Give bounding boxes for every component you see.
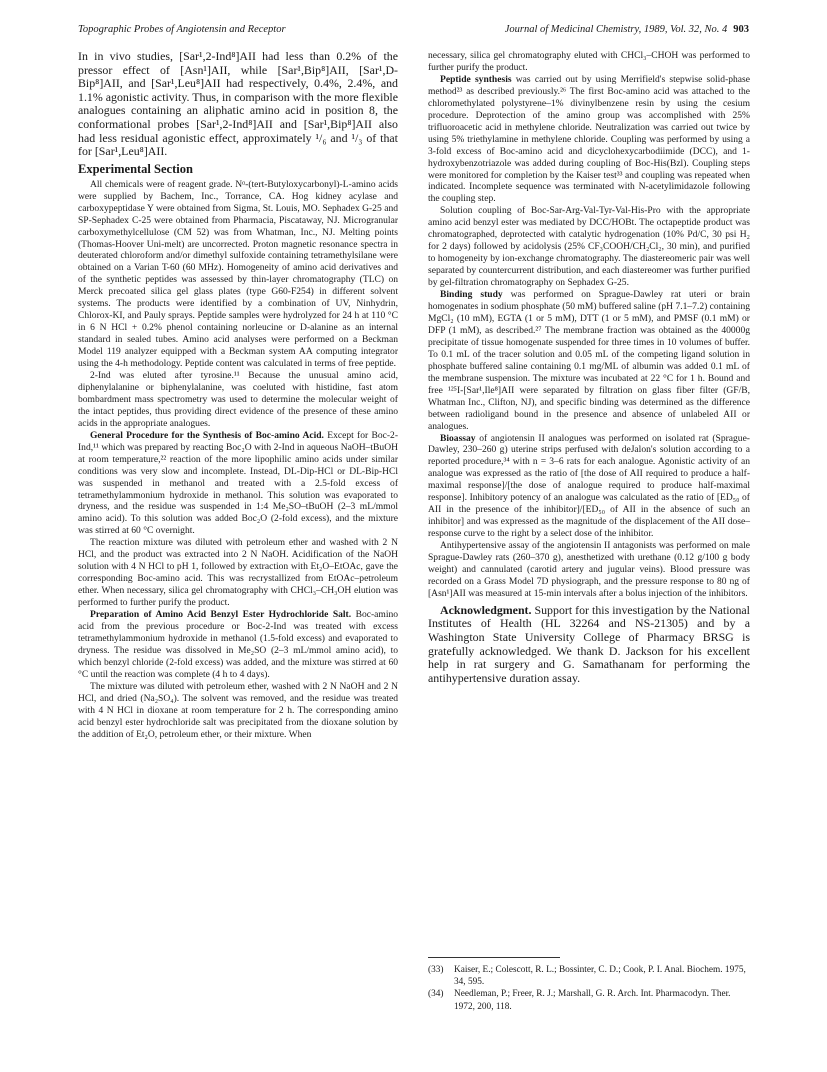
journal-citation: Journal of Medicinal Chemistry, 1989, Vol. 32, No. 4 xyxy=(504,24,728,35)
running-header xyxy=(78,24,749,42)
text-bioassay: of angiotensin II analogues was performed on isolated rat (Sprague-Dawley, 230–260 g) uterine strips perfused with deJalon's solution according to a reported procedure,³⁴ with n = 3–6 rats for each analogue. Agonistic activity of an analogue was expressed as the ratio of [the dose of AII required to produce a half-maximal response]/[the dose of analogue required to produce half-maximal response]. Inhibitory potency of an analogue was calculated as the ratio of [ED₅₀ of AII in the presence of the inhibitor]/[ED₅₀ of AII in the absence of such an inhibitor] and was expressed as the magnitude of the displacement of the AII dose–response curve to the right by a select dose of the inhibitor. xyxy=(428,432,750,540)
reference-item xyxy=(428,964,750,988)
footnote-rule xyxy=(428,957,560,958)
reference-number: (34) xyxy=(428,989,444,1000)
paragraph-chemicals: All chemicals were of reagent grade. Nᵅ-(tert-Butyloxycarbonyl)-L-amino acids were supplied by Bachem, Inc., Torrance, CA. Hog kidney acylase and carboxypeptidase Y were obtained from Sigma, St. Louis, MO. Sephadex G-25 and SP-Sephadex C-25 were obtained from Pharmacia, Piscataway, NJ. Microgranular carboxymethylcellulose (CM 52) was from Whatman, Inc., NJ. Melting points (Thomas-Hoover Uni-melt) are uncorrected. Proton magnetic resonance spectra in deuterated chloroform and/or dimethyl sulfoxide containing tetramethylsilane were obtained on a Varian T-60 (60 MHz). Homogeneity of amino acid derivatives and of the synthetic peptides was assessed by thin-layer chromatography (TLC) on Merck precoated silica gel glass plates (type G60-F254) in different solvent systems. The products were identified by a combination of UV, Ninhydrin, Chlorox-KI, and Pauly sprays. Peptide samples were hydrolyzed for 24 h at 110 °C in 6 N HCl + 0.2% phenol containing norleucine or D-alanine as an internal standard in sealed tubes. Amino acid analyses were performed on a Beckman Model 119 analyzer equipped with a Beckman system AA computing integrator using the 4-h methodology. Peptide content was calculated in terms of free peptide. xyxy=(78,178,398,370)
reference-item xyxy=(428,988,750,1012)
runin-heading-preparation: Preparation of Amino Acid Benzyl Ester Hydrochloride Salt. xyxy=(90,609,352,621)
paragraph-in-vivo: In in vivo studies, [Sar¹,2-Ind⁸]AII had less than 0.2% of the pressor effect of [Asn¹]AII, while [Sar¹,Bip⁸]AII, [Sar¹,D-Bip⁸]AII, and [Sar¹,Leu⁸]AII had respectively, 0.4%, 2.4%, and 1.1% agonistic activity. Thus, in comparison with the more flexible analogues containing an aliphatic amino acid in position 8, the conformational probes [Sar¹,2-Ind⁸]AII and [Sar¹,Bip⁸]AII also had less residual agonistic effect, approximately ¹/₆ and ¹/₃ of that for [Sar¹,Leu⁸]AII. xyxy=(78,49,398,159)
paragraph-continued: necessary, silica gel chromatography eluted with CHCl₃–CHOH was performed to further purify the product. xyxy=(428,50,750,73)
runin-heading-general: General Procedure for the Synthesis of Boc-amino Acid. xyxy=(90,429,324,441)
runin-heading-acknowledgment: Acknowledgment. xyxy=(440,602,532,617)
reference-text: Kaiser, E.; Colescott, R. L.; Bossinter, C. D.; Cook, P. I. Anal. Biochem. 1975, 34, 595. xyxy=(454,965,746,988)
runin-heading-binding: Binding study xyxy=(440,289,503,301)
paragraph-binding-study xyxy=(428,289,750,432)
text-acknowledgment: Support for this investigation by the National Institutes of Health (HL 32264 and NS-21305) and by a Washington State University College of Pharmacy BRSG is gratefully acknowledged. We thank D. Jackson for his excellent help in rat surgery and G. Samathanam for performing the antihypertensive duration assay. xyxy=(428,602,750,685)
section-heading-experimental: Experimental Section xyxy=(78,161,193,176)
reference-list xyxy=(428,957,750,1013)
runin-heading-bioassay: Bioassay xyxy=(440,432,476,444)
journal-info xyxy=(505,24,749,35)
paragraph-bioassay xyxy=(428,433,750,541)
paragraph-acknowledgment xyxy=(428,604,750,686)
paragraph-antihypertensive: Antihypertensive assay of the angiotensin II antagonists was performed on male Sprague-Dawley rats (260–370 g), anesthetized with urethane (0.12 g/100 g body weight) and cannulated (carotid artery and jugular veins). Blood pressure was recorded on a Grass Model 7D physiograph, and the pressure response to 80 ng of [Asn¹]AII was measured at 15-min intervals after a bolus injection of the inhibitors. xyxy=(428,540,750,599)
runin-heading-peptide: Peptide synthesis xyxy=(440,73,512,85)
paragraph-general-procedure xyxy=(78,430,398,538)
paragraph-reaction-mixture: The reaction mixture was diluted with petroleum ether and washed with 2 N HCl, and the product was extracted into 2 N NaOH. Acidification of the NaOH solution with 4 N HCl to pH 1, followed by extraction with Et₂O–EtOAc, gave the corresponding Boc-amino acid. This was recrystallized from EtOAc–petroleum ether. When necessary, silica gel chromatography with CHCl₃–CH₃OH elution was performed to further purify the product. xyxy=(78,537,398,609)
reference-number: (33) xyxy=(428,965,444,975)
paragraph-mixture-diluted: The mixture was diluted with petroleum ether, washed with 2 N NaOH and 2 N HCl, and dried (Na₂SO₄). The solvent was removed, and the residue was treated with 4 N HCl in dioxane at room temperature for 2 h. The corresponding amino acid benzyl ester hydrochloride salt was precipitated from the dioxane solution by the addition of Et₂O, petroleum ether, or their mixture. When xyxy=(78,680,398,740)
running-title: Topographic Probes of Angiotensin and Receptor xyxy=(78,24,286,35)
right-column xyxy=(428,50,750,685)
paragraph-benzyl-ester xyxy=(78,609,398,681)
paragraph-2-ind: 2-Ind was eluted after tyrosine.¹¹ Because the unusual amino acid, diphenylalanine or biphenylalanine, was coeluted with histidine, fast atom bombardment mass spectrometry was used to determine the molecular weight of the intact peptides, thus providing direct evidence of the presence of these amino acids in the appropriate analogues. xyxy=(78,370,398,429)
text-binding-study: was performed on Sprague-Dawley rat uteri or brain homogenates in sodium phosphate (50 mM) buffered saline (pH 7.1–7.2) containing MgCl₂ (10 mM), EGTA (1 or 5 mM), DTT (1 or 5 mM), and PMSF (0.1 mM) or DFP (1 mM), as described.²⁷ The membrane fraction was obtained as the 40000g precipitate of tissue homogenate suspended for three times in 10 volumes of buffer. To 0.1 mL of the tracer solution and 0.05 mL of the competing ligand solution in phosphate buffered saline containing 0.1 mg/ML of albumin was added 0.1 mL of the membrane suspension. The mixture was incubated at 22 °C for 1 h. Bound and free ¹²⁵I-[Sar¹,Ile⁸]AII were separated by filtration on glass fiber filter (GF/B, Whatman Inc., Clifton, NJ), and specific binding was determined as the difference between radioligand bound in the presence and absence of unlabeled AII or analogues. xyxy=(428,289,750,432)
paragraph-peptide-synthesis xyxy=(428,74,750,205)
reference-text: Needleman, P.; Freer, R. J.; Marshall, G. R. Arch. Int. Pharmacodyn. Ther. 1972, 200, 118. xyxy=(454,989,731,1012)
left-column xyxy=(78,50,398,741)
text-preparation: Boc-amino acid from the previous procedure or Boc-2-Ind was treated with excess tetramethylammonium hydroxide in methanol (1.5-fold excess) and evaporated to dryness. The residue was dissolved in Me₂SO (2–3 mL/mmol amino acid), to which benzyl chloride (2-fold excess) was added, and the mixture was stirred at 60 °C until the reaction was complete (4 h to 4 days). xyxy=(78,609,399,680)
paragraph-solution-coupling: Solution coupling of Boc-Sar-Arg-Val-Tyr-Val-His-Pro with the appropriate amino acid benzyl ester was mediated by DCC/HOBt. The octapeptide product was chromatographed, deprotected with catalytic hydrogenation (10% Pd/C, 30 psi H₂ for 2 days) followed by acidolysis (25% CF₃COOH/CH₂Cl₂, 30 min), and purified to homogeneity by ion-exchange chromatography. The diastereomeric pair was well separated by countercurrent distribution, and each diastereomer was further purified by gel-filtration chromatography on Sephadex G-25. xyxy=(428,205,750,289)
text-peptide-synthesis: was carried out by using Merrifield's stepwise solid-phase method²³ as described previously.²⁶ The first Boc-amino acid was attached to the chloromethylated polystyrene–1% divinylbenzene resin by using the cesium procedure. Deprotection of the amino group was accomplished with 25% trifluoroacetic acid in methylene chloride. Neutralization was carried out twice by using 5% triethylamine in methylene chloride. Coupling was performed by using a 3-fold excess of Boc-amino acid and dicyclohexycarbodiimide (DCC), and 1-hydroxybenzotriazole was added during coupling of Boc-His(Bzl). Coupling steps were monitored for completion by the Kaiser test³³ and coupling was repeated when indicated. Incomplete sequence was terminated with N-acetylimidazole following the coupling step. xyxy=(428,73,750,205)
page-number: 903 xyxy=(733,24,749,35)
text-general-procedure: Except for Boc-2-Ind,¹¹ which was prepared by reacting Boc₂O with 2-Ind in aqueous NaOH–tBuOH at room temperature,²² reaction of the more lipophilic amino acids under similar conditions was very slow and incomplete. Instead, DL-Dip-HCl or DL-Bip-HCl was suspended in methanol and treated with a 2.5-fold excess of tetramethylammonium hydroxide in methanol. This solution was evaporated to dryness, and the residue was suspended in 1:4 Me₂SO–tBuOH (2–3 mL/mmol amino acid). To this solution was added Boc₂O (2-fold excess), and the mixture was stirred at 60 °C overnight. xyxy=(78,429,399,537)
